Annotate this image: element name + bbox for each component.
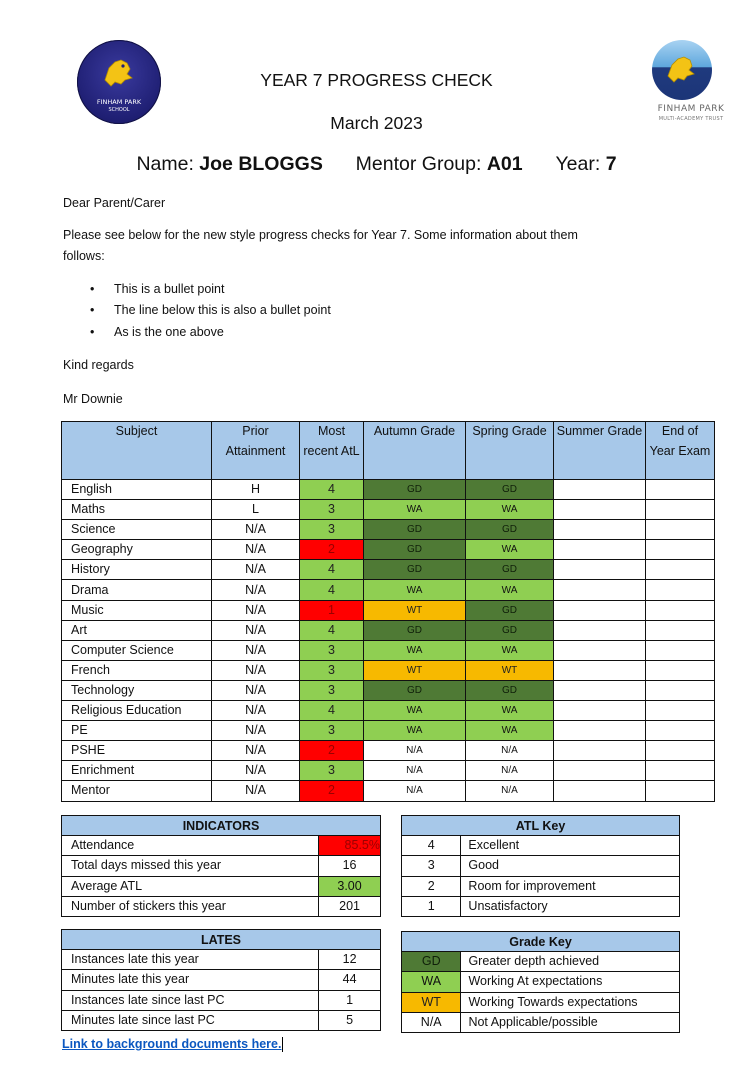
spring-grade-cell: N/A xyxy=(466,741,554,761)
indicator-label: Attendance xyxy=(62,836,319,856)
school-logo-subtext: SCHOOL xyxy=(108,107,130,113)
grade-key-desc: Greater depth achieved xyxy=(461,952,680,972)
prior-attainment-cell: N/A xyxy=(212,540,300,560)
subject-cell: PSHE xyxy=(62,741,212,761)
atl-key-desc: Excellent xyxy=(461,836,680,856)
autumn-grade-cell: WA xyxy=(364,640,466,660)
progress-table xyxy=(61,421,715,802)
summer-grade-cell xyxy=(554,701,646,721)
end-of-year-exam-cell xyxy=(646,560,715,580)
table-row xyxy=(402,952,680,972)
student-info-line xyxy=(0,153,753,176)
prior-attainment-cell: N/A xyxy=(212,741,300,761)
end-of-year-exam-cell xyxy=(646,701,715,721)
spring-grade-cell: WA xyxy=(466,580,554,600)
column-header: Autumn Grade xyxy=(364,422,466,480)
atl-key-code: 3 xyxy=(402,856,461,876)
end-of-year-exam-cell xyxy=(646,640,715,660)
atl-key-title: ATL Key xyxy=(402,816,680,836)
end-of-year-exam-cell xyxy=(646,480,715,500)
bullet-item: • This is a bullet point xyxy=(90,282,225,296)
atl-cell: 3 xyxy=(300,640,364,660)
spring-grade-cell: WA xyxy=(466,640,554,660)
name-label: Name: xyxy=(136,153,194,175)
signature: Mr Downie xyxy=(63,392,123,406)
prior-attainment-cell: N/A xyxy=(212,620,300,640)
page-title: YEAR 7 PROGRESS CHECK xyxy=(260,70,493,90)
prior-attainment-cell: H xyxy=(212,480,300,500)
grade-key-code: WT xyxy=(402,992,461,1012)
subject-cell: Computer Science xyxy=(62,640,212,660)
atl-cell: 3 xyxy=(300,761,364,781)
atl-cell: 4 xyxy=(300,620,364,640)
autumn-grade-cell: N/A xyxy=(364,781,466,801)
spring-grade-cell: WA xyxy=(466,540,554,560)
summer-grade-cell xyxy=(554,741,646,761)
autumn-grade-cell: WA xyxy=(364,500,466,520)
prior-attainment-cell: N/A xyxy=(212,640,300,660)
greeting: Dear Parent/Carer xyxy=(63,196,166,210)
lates-table xyxy=(61,929,381,1031)
table-row xyxy=(62,520,715,540)
atl-key-table xyxy=(401,815,680,917)
intro-line-2: follows: xyxy=(63,249,105,263)
table-row xyxy=(62,990,381,1010)
column-header: Subject xyxy=(62,422,212,480)
bullet-item: • The line below this is also a bullet point xyxy=(90,303,331,317)
summer-grade-cell xyxy=(554,620,646,640)
summer-grade-cell xyxy=(554,560,646,580)
prior-attainment-cell: N/A xyxy=(212,560,300,580)
table-row xyxy=(62,560,715,580)
late-label: Minutes late this year xyxy=(62,970,319,990)
background-documents-link[interactable]: Link to background documents here. xyxy=(62,1037,282,1051)
subject-cell: Religious Education xyxy=(62,701,212,721)
table-row xyxy=(62,701,715,721)
spring-grade-cell: GD xyxy=(466,600,554,620)
summer-grade-cell xyxy=(554,600,646,620)
summer-grade-cell xyxy=(554,500,646,520)
average-atl-value: 3.00 xyxy=(319,876,381,896)
grade-key-table xyxy=(401,931,680,1033)
late-label: Instances late this year xyxy=(62,950,319,970)
spring-grade-cell: GD xyxy=(466,520,554,540)
subject-cell: English xyxy=(62,480,212,500)
subject-cell: French xyxy=(62,660,212,680)
summer-grade-cell xyxy=(554,480,646,500)
prior-attainment-cell: N/A xyxy=(212,580,300,600)
prior-attainment-cell: N/A xyxy=(212,721,300,741)
end-of-year-exam-cell xyxy=(646,580,715,600)
autumn-grade-cell: GD xyxy=(364,520,466,540)
atl-cell: 4 xyxy=(300,480,364,500)
column-header: Summer Grade xyxy=(554,422,646,480)
atl-key-desc: Good xyxy=(461,856,680,876)
atl-cell: 3 xyxy=(300,500,364,520)
table-row xyxy=(62,856,381,876)
column-header: Spring Grade xyxy=(466,422,554,480)
indicator-label: Total days missed this year xyxy=(62,856,319,876)
spring-grade-cell: N/A xyxy=(466,781,554,801)
summer-grade-cell xyxy=(554,520,646,540)
end-of-year-exam-cell xyxy=(646,781,715,801)
spring-grade-cell: WA xyxy=(466,701,554,721)
grade-key-code: WA xyxy=(402,972,461,992)
subject-cell: Geography xyxy=(62,540,212,560)
year-value: 7 xyxy=(605,153,617,175)
table-row xyxy=(62,480,715,500)
subject-cell: Maths xyxy=(62,500,212,520)
mentor-label: Mentor Group: xyxy=(355,153,482,175)
lates-title: LATES xyxy=(62,930,381,950)
indicator-label: Number of stickers this year xyxy=(62,896,319,916)
atl-key-code: 1 xyxy=(402,896,461,916)
table-row xyxy=(62,600,715,620)
grade-key-title: Grade Key xyxy=(402,932,680,952)
prior-attainment-cell: N/A xyxy=(212,781,300,801)
indicator-value: 16 xyxy=(319,856,381,876)
summer-grade-cell xyxy=(554,580,646,600)
spring-grade-cell: GD xyxy=(466,620,554,640)
table-row xyxy=(62,660,715,680)
student-name: Joe BLOGGS xyxy=(199,153,323,175)
bullet-item: • As is the one above xyxy=(90,325,224,339)
intro-line-1: Please see below for the new style progress checks for Year 7. Some information about them xyxy=(63,228,578,242)
indicator-value: 201 xyxy=(319,896,381,916)
summer-grade-cell xyxy=(554,761,646,781)
autumn-grade-cell: GD xyxy=(364,560,466,580)
subject-cell: Music xyxy=(62,600,212,620)
spring-grade-cell: GD xyxy=(466,560,554,580)
table-row xyxy=(62,781,715,801)
grade-key-code: N/A xyxy=(402,1012,461,1032)
table-row xyxy=(402,972,680,992)
column-header: Most recent AtL xyxy=(300,422,364,480)
spring-grade-cell: WA xyxy=(466,721,554,741)
page-date: March 2023 xyxy=(330,113,423,133)
subject-cell: Art xyxy=(62,620,212,640)
text-cursor xyxy=(282,1037,283,1052)
table-row xyxy=(62,500,715,520)
autumn-grade-cell: GD xyxy=(364,680,466,700)
late-label: Minutes late since last PC xyxy=(62,1010,319,1030)
autumn-grade-cell: WA xyxy=(364,580,466,600)
subject-cell: Science xyxy=(62,520,212,540)
atl-cell: 4 xyxy=(300,701,364,721)
table-row xyxy=(62,620,715,640)
grade-key-code: GD xyxy=(402,952,461,972)
table-row xyxy=(402,992,680,1012)
subject-cell: Drama xyxy=(62,580,212,600)
table-row xyxy=(402,876,680,896)
prior-attainment-cell: L xyxy=(212,500,300,520)
indicators-title: INDICATORS xyxy=(62,816,381,836)
spring-grade-cell: N/A xyxy=(466,761,554,781)
atl-cell: 2 xyxy=(300,781,364,801)
table-row xyxy=(62,580,715,600)
prior-attainment-cell: N/A xyxy=(212,761,300,781)
subject-cell: History xyxy=(62,560,212,580)
table-row xyxy=(402,896,680,916)
autumn-grade-cell: N/A xyxy=(364,741,466,761)
atl-cell: 2 xyxy=(300,741,364,761)
spring-grade-cell: WT xyxy=(466,660,554,680)
prior-attainment-cell: N/A xyxy=(212,520,300,540)
end-of-year-exam-cell xyxy=(646,540,715,560)
subject-cell: Mentor xyxy=(62,781,212,801)
spring-grade-cell: GD xyxy=(466,680,554,700)
summer-grade-cell xyxy=(554,640,646,660)
summer-grade-cell xyxy=(554,540,646,560)
end-of-year-exam-cell xyxy=(646,620,715,640)
school-logo-text: FINHAM PARK xyxy=(96,98,142,106)
subject-cell: PE xyxy=(62,721,212,741)
end-of-year-exam-cell xyxy=(646,761,715,781)
table-header-row xyxy=(62,422,715,480)
prior-attainment-cell: N/A xyxy=(212,600,300,620)
spring-grade-cell: WA xyxy=(466,500,554,520)
summer-grade-cell xyxy=(554,660,646,680)
atl-cell: 4 xyxy=(300,580,364,600)
end-of-year-exam-cell xyxy=(646,741,715,761)
autumn-grade-cell: WT xyxy=(364,660,466,680)
column-header: End of Year Exam xyxy=(646,422,715,480)
end-of-year-exam-cell xyxy=(646,721,715,741)
atl-key-desc: Room for improvement xyxy=(461,876,680,896)
grade-key-desc: Working At expectations xyxy=(461,972,680,992)
table-row xyxy=(62,970,381,990)
autumn-grade-cell: WA xyxy=(364,701,466,721)
summer-grade-cell xyxy=(554,721,646,741)
late-value: 5 xyxy=(319,1010,381,1030)
table-row xyxy=(62,540,715,560)
column-header: Prior Attainment xyxy=(212,422,300,480)
indicator-label: Average ATL xyxy=(62,876,319,896)
atl-cell: 4 xyxy=(300,560,364,580)
table-row xyxy=(62,640,715,660)
atl-cell: 3 xyxy=(300,721,364,741)
table-row xyxy=(62,680,715,700)
subject-cell: Technology xyxy=(62,680,212,700)
atl-cell: 3 xyxy=(300,680,364,700)
trust-logo-subtext: MULTI-ACADEMY TRUST xyxy=(658,116,724,122)
table-row xyxy=(402,836,680,856)
autumn-grade-cell: WT xyxy=(364,600,466,620)
late-label: Instances late since last PC xyxy=(62,990,319,1010)
autumn-grade-cell: N/A xyxy=(364,761,466,781)
prior-attainment-cell: N/A xyxy=(212,701,300,721)
atl-key-code: 4 xyxy=(402,836,461,856)
prior-attainment-cell: N/A xyxy=(212,680,300,700)
year-label: Year: xyxy=(555,153,601,175)
atl-key-code: 2 xyxy=(402,876,461,896)
late-value: 44 xyxy=(319,970,381,990)
summer-grade-cell xyxy=(554,680,646,700)
atl-cell: 3 xyxy=(300,520,364,540)
table-row xyxy=(62,721,715,741)
end-of-year-exam-cell xyxy=(646,520,715,540)
end-of-year-exam-cell xyxy=(646,680,715,700)
table-row xyxy=(62,876,381,896)
table-row xyxy=(62,761,715,781)
summer-grade-cell xyxy=(554,781,646,801)
prior-attainment-cell: N/A xyxy=(212,660,300,680)
trust-logo-text: FINHAM PARK xyxy=(657,104,725,114)
table-row xyxy=(62,741,715,761)
atl-key-desc: Unsatisfactory xyxy=(461,896,680,916)
grade-key-desc: Working Towards expectations xyxy=(461,992,680,1012)
end-of-year-exam-cell xyxy=(646,500,715,520)
grade-key-desc: Not Applicable/possible xyxy=(461,1012,680,1032)
autumn-grade-cell: GD xyxy=(364,540,466,560)
late-value: 1 xyxy=(319,990,381,1010)
table-row xyxy=(402,856,680,876)
attendance-value: 85.5% xyxy=(319,836,381,856)
table-row xyxy=(402,1012,680,1032)
autumn-grade-cell: GD xyxy=(364,620,466,640)
autumn-grade-cell: GD xyxy=(364,480,466,500)
indicators-table xyxy=(61,815,381,917)
late-value: 12 xyxy=(319,950,381,970)
autumn-grade-cell: WA xyxy=(364,721,466,741)
end-of-year-exam-cell xyxy=(646,660,715,680)
table-row xyxy=(62,1010,381,1030)
table-row xyxy=(62,896,381,916)
end-of-year-exam-cell xyxy=(646,600,715,620)
atl-cell: 1 xyxy=(300,600,364,620)
mentor-group: A01 xyxy=(486,153,523,175)
table-row xyxy=(62,836,381,856)
closing: Kind regards xyxy=(63,358,134,372)
spring-grade-cell: GD xyxy=(466,480,554,500)
atl-cell: 3 xyxy=(300,660,364,680)
table-row xyxy=(62,950,381,970)
atl-cell: 2 xyxy=(300,540,364,560)
subject-cell: Enrichment xyxy=(62,761,212,781)
